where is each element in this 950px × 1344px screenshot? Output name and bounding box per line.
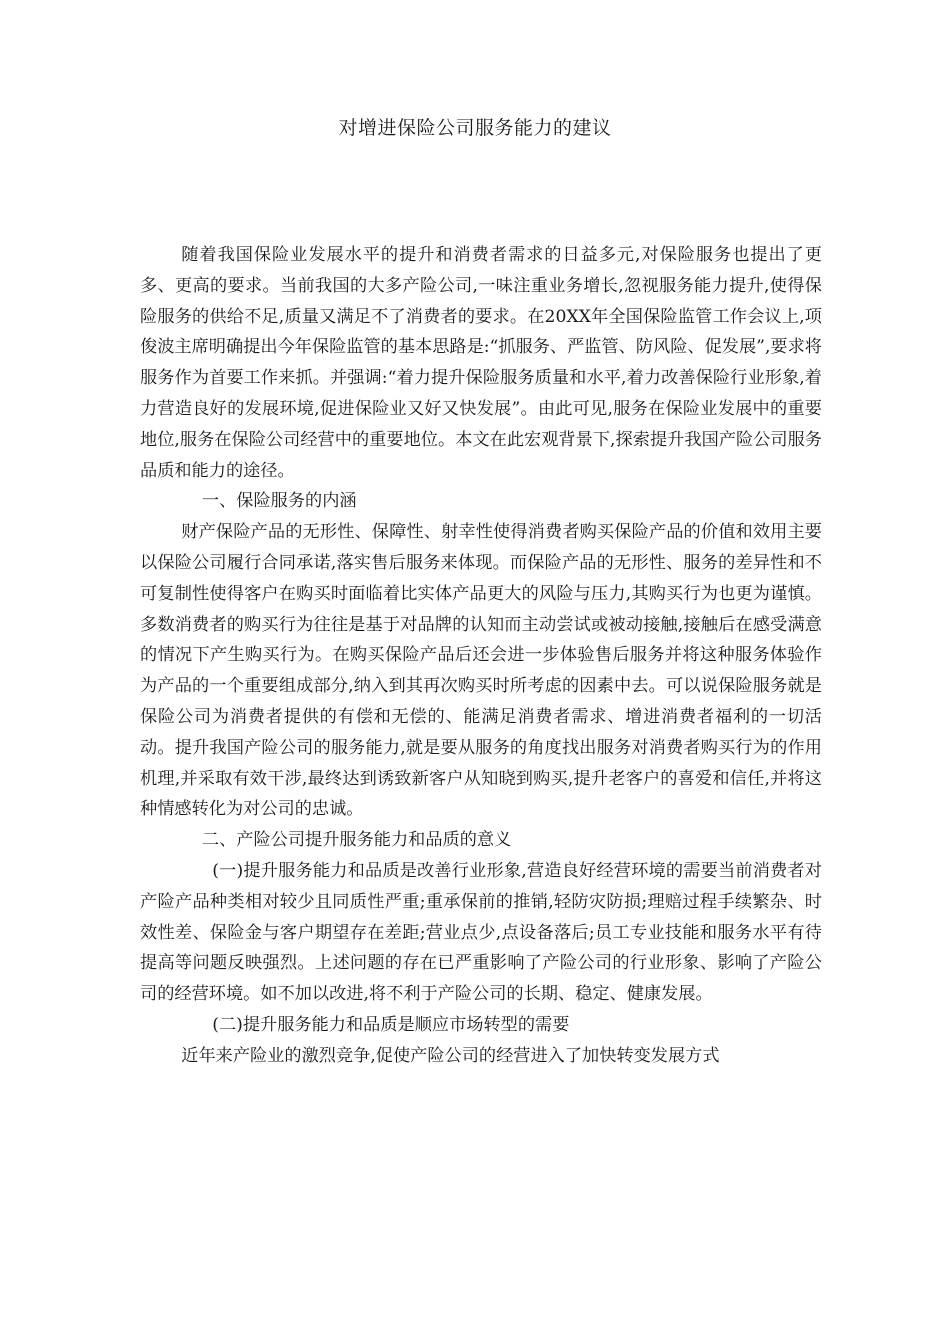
subsection-2-paragraph: 近年来产险业的激烈竞争,促使产险公司的经营进入了加快转变发展方式 (181, 1045, 720, 1066)
section-1-paragraph: 财产保险产品的无形性、保障性、射幸性使得消费者购买保险产品的价值和效用主要以保险公司履行合同承诺,落实售后服务来体现。而保险产品的无形性、服务的差异性和不可复制性使得客户在购买时面临着比实体产品更大的风险与压力,其购买行为也更为谨慎。多数消费者的购买行为往往是基于对品牌的认知而主动尝试或被动接触,接触后在感受满意的情况下产生购买行为。在购买保险产品后还会进一步体验售后服务并将这种服务体验作为产品的一个重要组成部分,纳入到其再次购买时所考虑的因素中去。可以说保险服务就是保险公司为消费者提供的有偿和无偿的、能满足消费者需求、增进消费者福利的一切活动。提升我国产险公司的服务能力,就是要从服务的角度找出服务对消费者购买行为的作用机理,并采取有效干涉,最终达到诱致新客户从知晓到购买,提升老客户的喜爱和信任,并将这种情感转化为对公司的忠诚。 (140, 522, 822, 820)
subsection-heading-2: (二)提升服务能力和品质是顺应市场转型的需要 (212, 1014, 570, 1035)
document-body (140, 240, 822, 1072)
intro-paragraph: 随着我国保险业发展水平的提升和消费者需求的日益多元,对保险服务也提出了更多、更高的要求。当前我国的大多产险公司,一味注重业务增长,忽视服务能力提升,使得保险服务的供给不足,质量又满足不了消费者的要求。在20XX年全国保险监管工作会议上,项俊波主席明确提出今年保险监管的基本思路是:“抓服务、严监管、防风险、促发展”,要求将服务作为首要工作来抓。并强调:“着力提升保险服务质量和水平,着力改善保险行业形象,着力营造良好的发展环境,促进保险业又好又快发展”。由此可见,服务在保险业发展中的重要地位,服务在保险公司经营中的重要地位。本文在此宏观背景下,探索提升我国产险公司服务品质和能力的途径。 (140, 245, 822, 481)
document-title: 对增进保险公司服务能力的建议 (338, 117, 612, 139)
section-heading-2: 二、产险公司提升服务能力和品质的意义 (201, 830, 512, 851)
subsection-1-paragraph: (一)提升服务能力和品质是改善行业形象,营造良好经营环境的需要当前消费者对产险产品种类相对较少且同质性严重;重承保前的推销,轻防灾防损;理赔过程手续繁杂、时效性差、保险金与客户期望存在差距;营业点少,点设备落后;员工专业技能和服务水平有待提高等问题反映强烈。上述问题的存在已严重影响了产险公司的行业形象、影响了产险公司的经营环境。如不加以改进,将不利于产险公司的长期、稳定、健康发展。 (140, 860, 822, 1005)
section-heading-1: 一、保险服务的内涵 (201, 491, 357, 512)
